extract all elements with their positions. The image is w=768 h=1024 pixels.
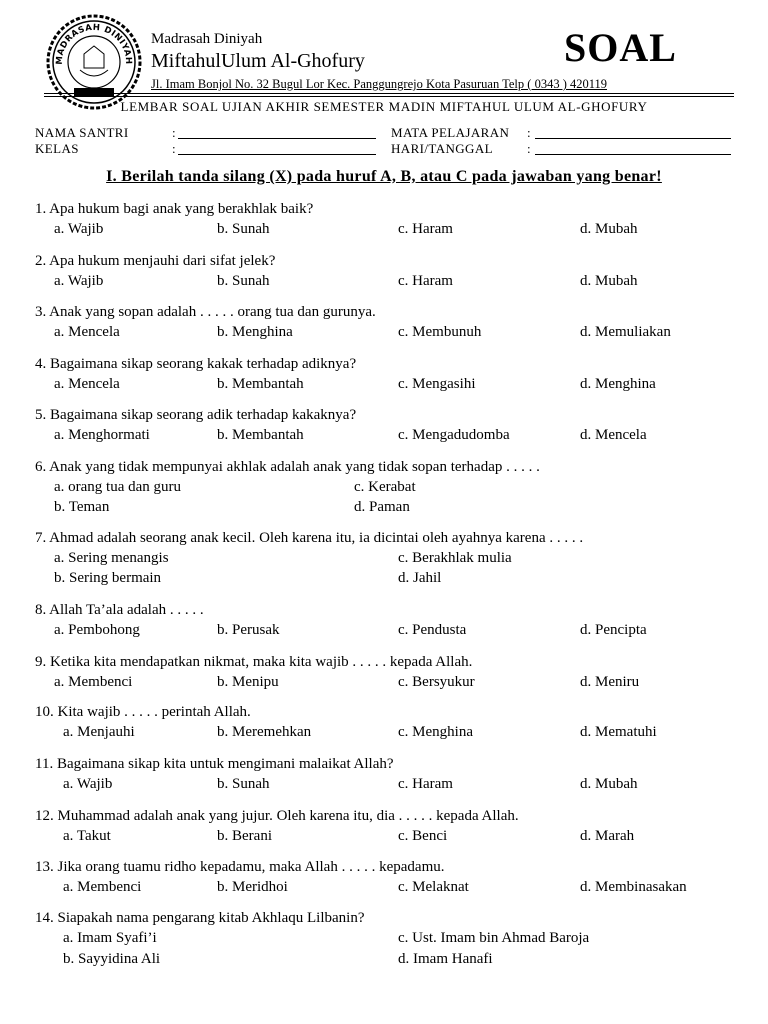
answer-option[interactable]: c. Haram <box>398 273 453 289</box>
colon: : <box>527 125 531 140</box>
answer-option[interactable]: c. Melaknat <box>398 879 469 895</box>
answer-option[interactable]: a. Membenci <box>54 674 133 690</box>
question-text: 3. Anak yang sopan adalah . . . . . orang tua dan gurunya. <box>35 304 376 320</box>
question-text: 4. Bagaimana sikap seorang kakak terhadap adiknya? <box>35 356 357 372</box>
school-name: MiftahulUlum Al-Ghofury <box>151 50 365 72</box>
logo-arc-text: MADRASAH DINIYAH <box>54 22 134 65</box>
answer-option[interactable]: d. Mematuhi <box>580 724 657 740</box>
answer-option[interactable]: a. Membenci <box>63 879 142 895</box>
header-rule <box>44 93 734 94</box>
answer-option[interactable]: a. Imam Syafi’i <box>63 930 157 946</box>
answer-option[interactable]: d. Mubah <box>580 776 638 792</box>
answer-option[interactable]: b. Perusak <box>217 622 280 638</box>
answer-option[interactable]: c. Menghina <box>398 724 473 740</box>
mata-pelajaran-field[interactable] <box>535 126 731 139</box>
answer-option[interactable]: d. Menghina <box>580 376 656 392</box>
answer-option[interactable]: b. Teman <box>54 499 110 515</box>
label-nama-santri: NAMA SANTRI <box>35 125 129 140</box>
answer-option[interactable]: d. Paman <box>354 499 410 515</box>
answer-option[interactable]: b. Sering bermain <box>54 570 162 586</box>
answer-option[interactable]: c. Benci <box>398 828 448 844</box>
answer-option[interactable]: a. Wajib <box>63 776 113 792</box>
answer-option[interactable]: d. Meniru <box>580 674 640 690</box>
answer-option[interactable]: b. Sunah <box>217 776 270 792</box>
label-kelas: KELAS <box>35 141 79 156</box>
school-line1: Madrasah Diniyah <box>151 31 263 47</box>
answer-option[interactable]: b. Sayyidina Ali <box>63 951 161 967</box>
colon: : <box>172 125 176 140</box>
answer-option[interactable]: c. Haram <box>398 776 453 792</box>
answer-option[interactable]: b. Membantah <box>217 427 304 443</box>
answer-option[interactable]: d. Memuliakan <box>580 324 671 340</box>
svg-text:MADRASAH DINIYAH <box>55 23 133 65</box>
question-text: 12. Muhammad adalah anak yang jujur. Oleh karena itu, dia . . . . . kepada Allah. <box>35 808 519 824</box>
question-text: 7. Ahmad adalah seorang anak kecil. Oleh karena itu, ia dicintai oleh ayahnya karena . . . . . <box>35 530 584 546</box>
answer-option[interactable]: b. Meremehkan <box>217 724 312 740</box>
school-logo <box>44 12 144 112</box>
answer-option[interactable]: a. Wajib <box>54 221 104 237</box>
answer-option[interactable]: b. Sunah <box>217 273 270 289</box>
answer-option[interactable]: b. Sunah <box>217 221 270 237</box>
nama-santri-field[interactable] <box>178 126 376 139</box>
answer-option[interactable]: c. Bersyukur <box>398 674 475 690</box>
label-hari-tanggal: HARI/TANGGAL <box>391 141 493 156</box>
answer-option[interactable]: b. Meridhoi <box>217 879 288 895</box>
answer-option[interactable]: d. Membinasakan <box>580 879 687 895</box>
answer-option[interactable]: c. Kerabat <box>354 479 416 495</box>
instruction: I. Berilah tanda silang (X) pada huruf A, B, atau C pada jawaban yang benar! <box>106 168 662 185</box>
answer-option[interactable]: d. Mencela <box>580 427 647 443</box>
answer-option[interactable]: c. Haram <box>398 221 453 237</box>
colon: : <box>172 141 176 156</box>
question-text: 2. Apa hukum menjauhi dari sifat jelek? <box>35 253 276 269</box>
answer-option[interactable]: a. Takut <box>63 828 111 844</box>
answer-option[interactable]: a. Pembohong <box>54 622 140 638</box>
answer-option[interactable]: b. Menipu <box>217 674 279 690</box>
question-text: 1. Apa hukum bagi anak yang berakhlak baik? <box>35 201 314 217</box>
question-text: 5. Bagaimana sikap seorang adik terhadap kakaknya? <box>35 407 357 423</box>
answer-option[interactable]: c. Pendusta <box>398 622 467 638</box>
answer-option[interactable]: d. Jahil <box>398 570 442 586</box>
question-text: 9. Ketika kita mendapatkan nikmat, maka kita wajib . . . . . kepada Allah. <box>35 654 473 670</box>
question-text: 8. Allah Ta’ala adalah . . . . . <box>35 602 204 618</box>
answer-option[interactable]: a. Mencela <box>54 376 120 392</box>
hari-tanggal-field[interactable] <box>535 142 731 155</box>
school-address: Jl. Imam Bonjol No. 32 Bugul Lor Kec. Panggungrejo Kota Pasuruan Telp ( 0343 ) 420119 <box>151 77 608 91</box>
question-text: 13. Jika orang tuamu ridho kepadamu, maka Allah . . . . . kepadamu. <box>35 859 445 875</box>
question-text: 11. Bagaimana sikap kita untuk mengimani malaikat Allah? <box>35 756 394 772</box>
kelas-field[interactable] <box>178 142 376 155</box>
label-mata-pelajaran: MATA PELAJARAN <box>391 125 510 140</box>
question-text: 10. Kita wajib . . . . . perintah Allah. <box>35 704 251 720</box>
answer-option[interactable]: c. Berakhlak mulia <box>398 550 512 566</box>
answer-option[interactable]: b. Membantah <box>217 376 304 392</box>
answer-option[interactable]: a. orang tua dan guru <box>54 479 182 495</box>
answer-option[interactable]: b. Berani <box>217 828 272 844</box>
answer-option[interactable]: a. Menjauhi <box>63 724 135 740</box>
answer-option[interactable]: d. Mubah <box>580 221 638 237</box>
answer-option[interactable]: a. Sering menangis <box>54 550 169 566</box>
answer-option[interactable]: c. Mengasihi <box>398 376 476 392</box>
question-text: 14. Siapakah nama pengarang kitab Akhlaqu Lilbanin? <box>35 910 365 926</box>
answer-option[interactable]: c. Membunuh <box>398 324 482 340</box>
answer-option[interactable]: a. Menghormati <box>54 427 150 443</box>
answer-option[interactable]: d. Mubah <box>580 273 638 289</box>
answer-option[interactable]: a. Wajib <box>54 273 104 289</box>
answer-option[interactable]: a. Mencela <box>54 324 120 340</box>
answer-option[interactable]: c. Mengadudomba <box>398 427 510 443</box>
answer-option[interactable]: d. Imam Hanafi <box>398 951 493 967</box>
answer-option[interactable]: d. Pencipta <box>580 622 647 638</box>
answer-option[interactable]: c. Ust. Imam bin Ahmad Baroja <box>398 930 590 946</box>
colon: : <box>527 141 531 156</box>
header-rule-second <box>44 96 734 97</box>
question-text: 6. Anak yang tidak mempunyai akhlak adalah anak yang tidak sopan terhadap . . . . . <box>35 459 540 475</box>
answer-option[interactable]: d. Marah <box>580 828 635 844</box>
answer-option[interactable]: b. Menghina <box>217 324 293 340</box>
sheet-title: LEMBAR SOAL UJIAN AKHIR SEMESTER MADIN MIFTAHUL ULUM AL-GHOFURY <box>120 99 648 114</box>
doc-label: SOAL <box>564 25 677 70</box>
